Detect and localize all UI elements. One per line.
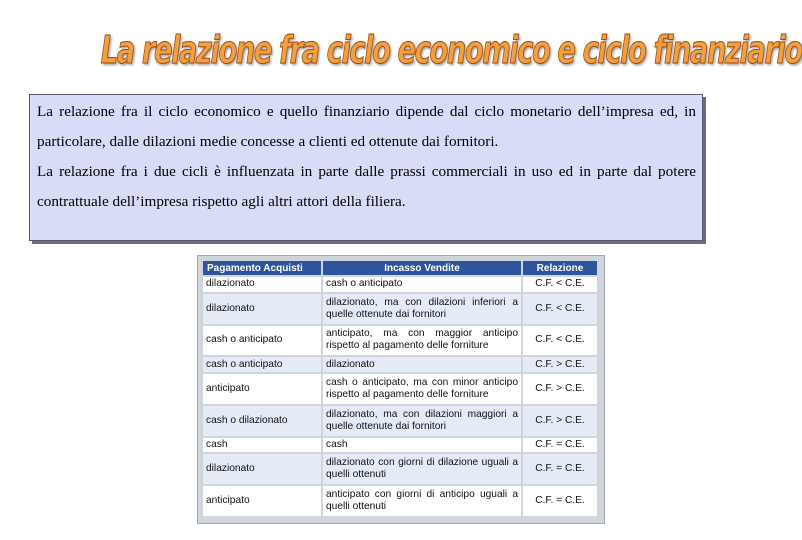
- cell-incasso: dilazionato, ma con dilazioni inferiori a quelle ottenute dai fornitori: [323, 294, 521, 324]
- cell-pagamento: anticipato: [203, 374, 321, 404]
- cell-relazione: C.F. > C.E.: [523, 406, 597, 436]
- cell-relazione: C.F. < C.E.: [523, 294, 597, 324]
- cell-relazione: C.F. = C.E.: [523, 486, 597, 516]
- cell-incasso: anticipato con giorni di anticipo uguali a quelli ottenuti: [323, 486, 521, 516]
- slide-title: La relazione fra ciclo economico e ciclo finanziario: [100, 28, 802, 72]
- table-row: [203, 486, 597, 516]
- cell-pagamento: cash o anticipato: [203, 326, 321, 356]
- cell-relazione: C.F. > C.E.: [523, 357, 597, 372]
- table-row: [203, 326, 597, 356]
- intro-text-box: [29, 94, 703, 241]
- table-row: [203, 438, 597, 453]
- table-row: [203, 454, 597, 484]
- cell-pagamento: anticipato: [203, 486, 321, 516]
- cell-relazione: C.F. > C.E.: [523, 374, 597, 404]
- cell-pagamento: dilazionato: [203, 277, 321, 292]
- table-row: [203, 277, 597, 292]
- table-header-row: [203, 261, 597, 275]
- cell-pagamento: dilazionato: [203, 454, 321, 484]
- cell-incasso: dilazionato: [323, 357, 521, 372]
- header-relazione: Relazione: [523, 261, 597, 275]
- cell-incasso: cash: [323, 438, 521, 453]
- cell-incasso: dilazionato, ma con dilazioni maggiori a quelle ottenute dai fornitori: [323, 406, 521, 436]
- cell-pagamento: cash: [203, 438, 321, 453]
- table-row: [203, 294, 597, 324]
- cell-incasso: anticipato, ma con maggior anticipo rispetto al pagamento delle forniture: [323, 326, 521, 356]
- table-row: [203, 357, 597, 372]
- cell-pagamento: cash o dilazionato: [203, 406, 321, 436]
- cell-pagamento: dilazionato: [203, 294, 321, 324]
- cell-pagamento: cash o anticipato: [203, 357, 321, 372]
- cell-relazione: C.F. = C.E.: [523, 454, 597, 484]
- table-row: [203, 406, 597, 436]
- cell-incasso: dilazionato con giorni di dilazione uguali a quelli ottenuti: [323, 454, 521, 484]
- cell-relazione: C.F. < C.E.: [523, 326, 597, 356]
- relation-table-frame: [197, 255, 605, 524]
- table-row: [203, 374, 597, 404]
- paragraph-1: La relazione fra il ciclo economico e quello finanziario dipende dal ciclo monetario dell’impresa ed, in particolare, dalle dilazioni medie concesse a clienti ed ottenute dai fornitori.: [37, 103, 696, 150]
- cell-incasso: cash o anticipato: [323, 277, 521, 292]
- cell-relazione: C.F. = C.E.: [523, 438, 597, 453]
- cell-relazione: C.F. < C.E.: [523, 277, 597, 292]
- header-pagamento-acquisti: Pagamento Acquisti: [203, 261, 321, 275]
- relation-table: [201, 259, 599, 518]
- paragraph-2: La relazione fra i due cicli è influenzata in parte dalle prassi commerciali in uso ed in parte dal potere contrattuale dell’impresa rispetto agli altri attori della filiera.: [37, 163, 696, 210]
- cell-incasso: cash o anticipato, ma con minor anticipo rispetto al pagamento delle forniture: [323, 374, 521, 404]
- header-incasso-vendite: Incasso Vendite: [323, 261, 521, 275]
